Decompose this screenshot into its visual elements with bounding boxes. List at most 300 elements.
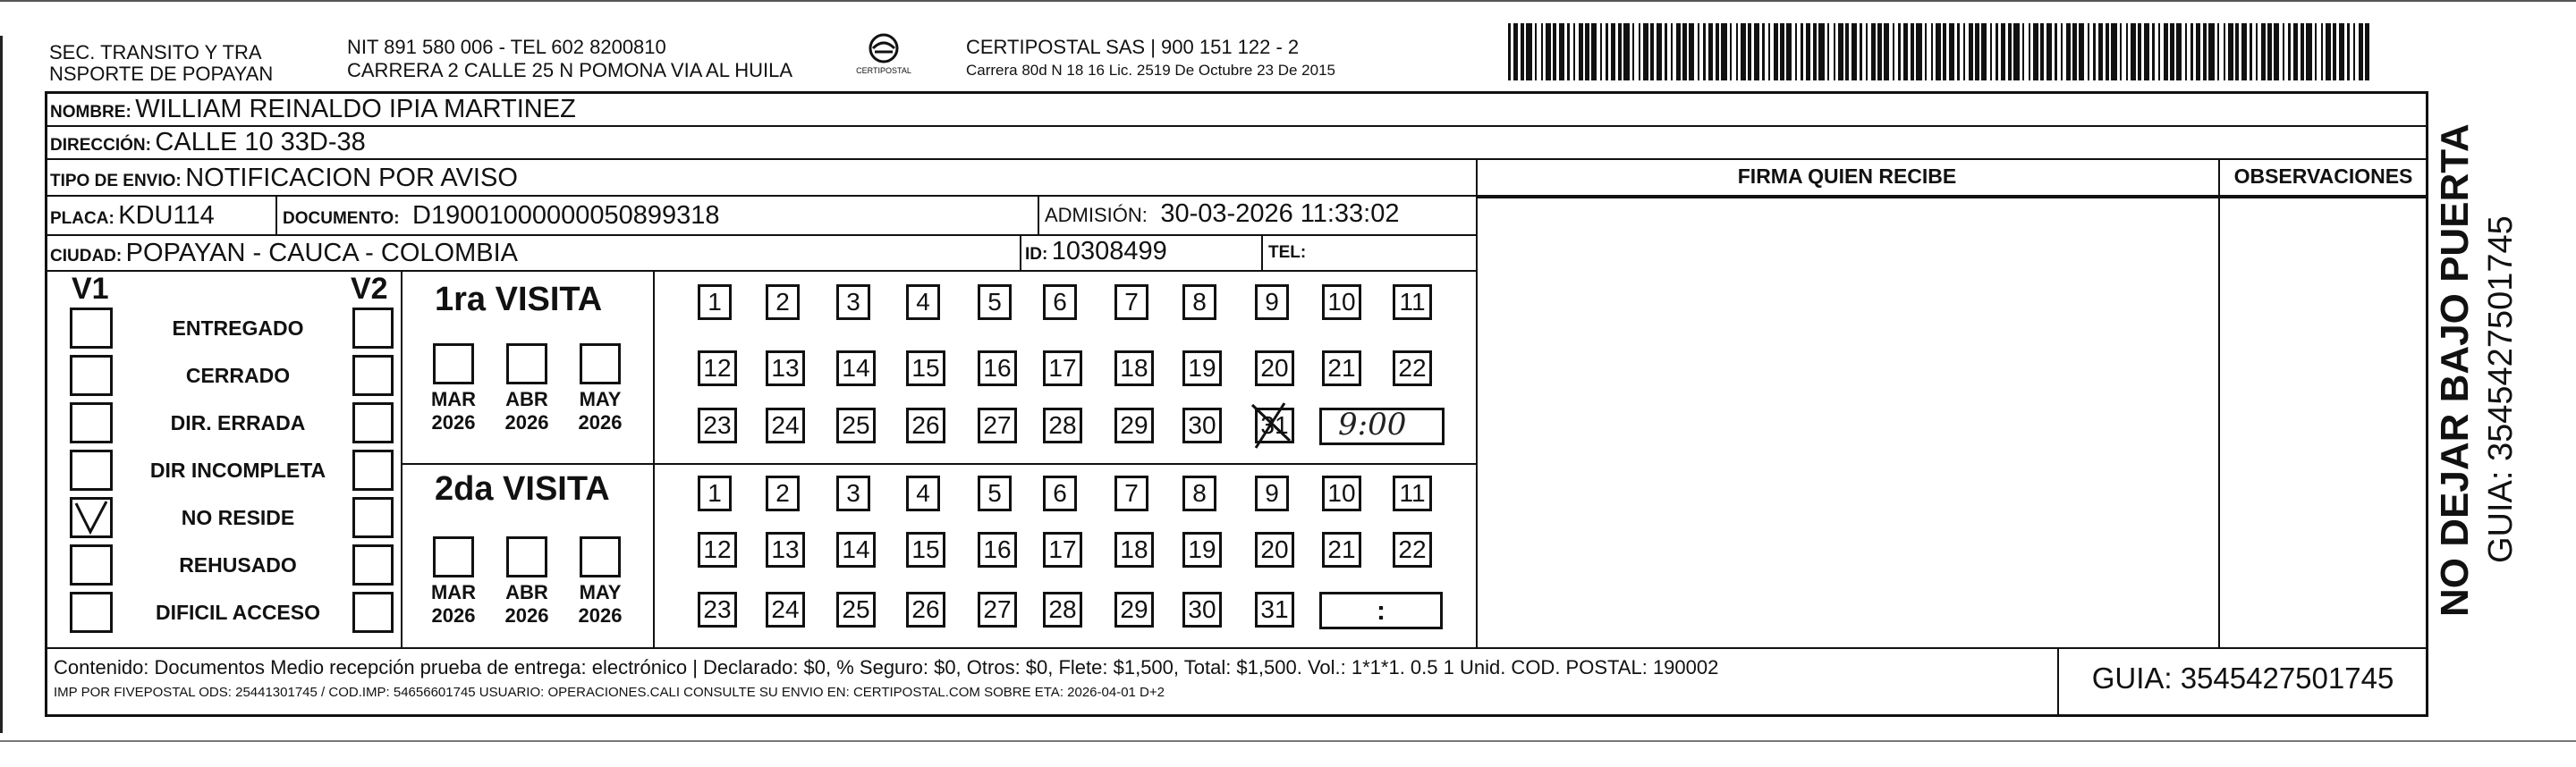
barcode — [1508, 23, 2376, 80]
day-checkbox[interactable]: 19 — [1182, 532, 1222, 568]
placa-label: PLACA: — [50, 209, 114, 228]
ciudad-value: POPAYAN - CAUCA - COLOMBIA — [125, 239, 518, 267]
barcode-bar — [2208, 23, 2215, 80]
barcode-bar — [1689, 23, 1694, 80]
nombre-value: WILLIAM REINALDO IPIA MARTINEZ — [135, 95, 576, 123]
barcode-bar — [1780, 23, 1784, 80]
row-line-visit-split — [401, 463, 1476, 465]
barcode-bar — [1866, 23, 1868, 80]
v1-checkbox[interactable] — [70, 544, 113, 586]
day-checkbox[interactable]: 28 — [1043, 408, 1082, 443]
barcode-bar — [1546, 23, 1551, 80]
barcode-bar — [1852, 23, 1857, 80]
barcode-bar — [1834, 23, 1835, 80]
day-checkbox[interactable]: 14 — [836, 350, 876, 386]
barcode-bar — [1526, 23, 1532, 80]
barcode-bar — [1573, 23, 1575, 80]
row-line-firma — [1476, 197, 2428, 198]
day-checkbox[interactable]: 3 — [836, 284, 870, 320]
barcode-bar — [2079, 23, 2084, 80]
day-checkbox[interactable]: 20 — [1255, 532, 1294, 568]
barcode-bar — [2176, 23, 2182, 80]
barcode-bar — [1643, 23, 1648, 80]
nit-line: NIT 891 580 006 - TEL 602 8200810 — [347, 36, 666, 58]
contents-line: Contenido: Documentos Medio recepción prueba de entrega: electrónico | Declarado: $0, % Seguro: $0, Otros: $0, Flete: $1,500, Total: $1,500. Vol.: 1*1*1. 0.5 1 Unid. COD. POSTAL: 190002 — [54, 656, 1719, 678]
logo-text: CERTIPOSTAL — [856, 66, 911, 75]
day-checkbox[interactable]: 25 — [836, 408, 876, 443]
guia-box: GUIA: 3545427501745 — [2091, 662, 2394, 695]
month-checkbox[interactable] — [506, 343, 547, 384]
barcode-bar — [2235, 23, 2239, 80]
day-checkbox[interactable]: 12 — [698, 532, 737, 568]
day-checkbox[interactable]: 9 — [1255, 476, 1289, 511]
barcode-bar — [1877, 23, 1882, 80]
month-label: MAR — [430, 388, 477, 410]
no-dejar-bajo-puerta: NO DEJAR BAJO PUERTA — [2433, 123, 2477, 617]
barcode-bar — [2283, 23, 2284, 80]
day-checkbox[interactable]: 2 — [766, 476, 800, 511]
barcode-bar — [1818, 23, 1825, 80]
barcode-bar — [2088, 23, 2089, 80]
barcode-bar — [2061, 23, 2063, 80]
day-checkbox[interactable]: 8 — [1182, 284, 1216, 320]
v1-checkbox[interactable] — [70, 497, 113, 538]
barcode-bar — [1827, 23, 1829, 80]
barcode-bar — [1665, 23, 1667, 80]
ciudad-cell — [50, 238, 518, 273]
day-checkbox[interactable]: 26 — [906, 408, 945, 443]
day-checkbox[interactable]: 22 — [1393, 532, 1432, 568]
barcode-bar — [2013, 23, 2020, 80]
day-checkbox[interactable]: 21 — [1322, 350, 1361, 386]
barcode-bar — [2224, 23, 2225, 80]
barcode-bar — [2326, 23, 2331, 80]
ciudad-label: CIUDAD: — [50, 247, 123, 266]
day-checkbox[interactable]: 20 — [1255, 350, 1294, 386]
placa-cell — [50, 200, 215, 235]
documento-label: DOCUMENTO: — [283, 209, 400, 228]
month-year: 2026 — [504, 604, 549, 627]
day-checkbox[interactable]: 18 — [1114, 350, 1154, 386]
barcode-bar — [1741, 23, 1746, 80]
barcode-bar — [2029, 23, 2030, 80]
barcode-bar — [2126, 23, 2128, 80]
month-year: 2026 — [578, 411, 623, 434]
barcode-bar — [2353, 23, 2355, 80]
barcode-bar — [1513, 23, 1518, 80]
documento-value: D19001000000050899318 — [412, 201, 720, 230]
day-checkbox[interactable]: 27 — [978, 408, 1017, 443]
barcode-bar — [1990, 23, 1992, 80]
barcode-bar — [2152, 23, 2155, 80]
barcode-bar — [1553, 23, 1556, 80]
barcode-bar — [1903, 23, 1908, 80]
day-checkbox[interactable]: 13 — [766, 532, 805, 568]
barcode-bar — [1884, 23, 1889, 80]
barcode-bar — [2203, 23, 2207, 80]
day-checkbox[interactable]: 10 — [1322, 476, 1361, 511]
barcode-bar — [1579, 23, 1583, 80]
day-checkbox[interactable]: 4 — [906, 476, 940, 511]
barcode-bar — [2055, 23, 2057, 80]
tipo-label: TIPO DE ENVIO: — [50, 172, 182, 190]
barcode-bar — [2120, 23, 2122, 80]
barcode-bar — [2267, 23, 2272, 80]
barcode-bar — [1981, 23, 1987, 80]
second-visit-time: : — [1377, 596, 1385, 626]
day-checkbox[interactable]: 21 — [1322, 532, 1361, 568]
status-label: ENTREGADO — [172, 316, 304, 340]
sender-line-1: SEC. TRANSITO Y TRA — [49, 41, 262, 63]
barcode-bar — [2001, 23, 2005, 80]
day-checkbox[interactable]: 4 — [906, 284, 940, 320]
day-checkbox[interactable]: 1 — [698, 476, 732, 511]
month-checkbox[interactable] — [580, 343, 621, 384]
barcode-bar — [2190, 23, 2193, 80]
barcode-bar — [1949, 23, 1954, 80]
barcode-bar — [2066, 23, 2071, 80]
v2-checkbox[interactable] — [352, 402, 394, 443]
id-cell — [1025, 236, 1167, 271]
barcode-bar — [1585, 23, 1589, 80]
barcode-bar — [2256, 23, 2258, 80]
barcode-bar — [1736, 23, 1738, 80]
barcode-bar — [1801, 23, 1803, 80]
day-checkbox[interactable]: 24 — [766, 408, 805, 443]
day-checkbox[interactable]: 24 — [766, 592, 805, 628]
barcode-bar — [1969, 23, 1973, 80]
barcode-bar — [2288, 23, 2291, 80]
documento-cell — [283, 200, 720, 235]
tel-label: TEL: — [1268, 243, 1307, 262]
side-guia: GUIA: 3545427501745 — [2482, 215, 2520, 563]
status-label: REHUSADO — [179, 553, 297, 577]
day-checkbox[interactable]: 25 — [836, 592, 876, 628]
barcode-bar — [2228, 23, 2233, 80]
license-line: Carrera 80d N 18 16 Lic. 2519 De Octubre 23 De 2015 — [966, 62, 1335, 79]
cross-mark-icon — [1250, 403, 1295, 450]
barcode-bar — [1893, 23, 1894, 80]
barcode-bar — [1813, 23, 1817, 80]
barcode-bar — [2106, 23, 2109, 80]
barcode-bar — [2347, 23, 2350, 80]
barcode-bar — [1806, 23, 1810, 80]
barcode-bar — [1591, 23, 1597, 80]
day-checkbox[interactable]: 5 — [978, 284, 1012, 320]
col-line-obs — [2218, 158, 2220, 647]
barcode-bar — [1606, 23, 1608, 80]
col-line-admision — [1038, 195, 1039, 234]
barcode-bar — [1786, 23, 1792, 80]
certipostal-logo-icon — [848, 30, 919, 84]
month-year: 2026 — [578, 604, 623, 627]
day-checkbox[interactable]: 31 — [1255, 592, 1294, 628]
day-checkbox[interactable]: 15 — [906, 532, 945, 568]
day-checkbox[interactable]: 27 — [978, 592, 1017, 628]
barcode-bar — [1623, 23, 1630, 80]
barcode-bar — [2185, 23, 2187, 80]
v2-checkbox[interactable] — [352, 497, 394, 538]
barcode-bar — [1567, 23, 1570, 80]
placa-value: KDU114 — [118, 201, 215, 230]
col-line-placa — [275, 195, 277, 234]
col-line-days — [653, 270, 655, 647]
day-checkbox[interactable]: 16 — [978, 532, 1017, 568]
scan-edge-bottom — [0, 740, 2576, 742]
day-checkbox[interactable]: 11 — [1393, 476, 1432, 511]
barcode-bar — [1774, 23, 1778, 80]
month-label: MAY — [579, 581, 622, 603]
nombre-row — [50, 94, 576, 129]
barcode-bar — [1860, 23, 1862, 80]
barcode-bar — [1754, 23, 1759, 80]
barcode-bar — [1911, 23, 1914, 80]
day-checkbox[interactable]: 22 — [1393, 350, 1432, 386]
barcode-bar — [1943, 23, 1946, 80]
v2-checkbox[interactable] — [352, 355, 394, 396]
col-line-id — [1020, 234, 1021, 270]
barcode-bar — [1936, 23, 1941, 80]
v1-checkbox[interactable] — [70, 450, 113, 491]
day-checkbox[interactable]: 12 — [698, 350, 737, 386]
barcode-bar — [2196, 23, 2200, 80]
status-label: DIR. ERRADA — [170, 411, 306, 434]
day-checkbox[interactable]: 19 — [1182, 350, 1222, 386]
sender-line-2: NSPORTE DE POPAYAN — [49, 63, 274, 85]
barcode-bar — [2046, 23, 2052, 80]
nombre-label: NOMBRE: — [50, 103, 131, 122]
barcode-bar — [2339, 23, 2344, 80]
barcode-bar — [1838, 23, 1843, 80]
day-checkbox[interactable]: 29 — [1114, 592, 1154, 628]
tipo-row — [50, 163, 518, 198]
barcode-bar — [1676, 23, 1681, 80]
barcode-bar — [2274, 23, 2279, 80]
barcode-bar — [1600, 23, 1602, 80]
barcode-bar — [1963, 23, 1965, 80]
direccion-row — [50, 127, 366, 162]
barcode-bar — [2164, 23, 2168, 80]
month-year: 2026 — [504, 411, 549, 434]
v1-checkbox[interactable] — [70, 355, 113, 396]
barcode-bar — [1716, 23, 1719, 80]
barcode-bar — [1748, 23, 1751, 80]
col-line-status — [401, 270, 402, 647]
day-checkbox[interactable]: 23 — [698, 408, 737, 443]
day-checkbox[interactable]: 7 — [1114, 284, 1148, 320]
certipostal-logo — [848, 30, 919, 84]
address-line: CARRERA 2 CALLE 25 N POMONA VIA AL HUILA — [347, 59, 793, 81]
barcode-bar — [2293, 23, 2298, 80]
id-label: ID: — [1025, 245, 1048, 264]
barcode-bar — [2250, 23, 2252, 80]
row-line-2 — [45, 158, 2428, 160]
month-checkbox[interactable] — [433, 343, 474, 384]
barcode-bar — [1730, 23, 1732, 80]
barcode-bar — [1508, 23, 1511, 80]
day-checkbox[interactable]: 30 — [1182, 592, 1222, 628]
v1-checkbox[interactable] — [70, 308, 113, 349]
barcode-bar — [1916, 23, 1922, 80]
first-visit-title: 1ra VISITA — [435, 281, 603, 318]
scan-edge-top — [0, 0, 2576, 2]
barcode-bar — [2008, 23, 2012, 80]
day-checkbox[interactable]: 11 — [1393, 284, 1432, 320]
day-checkbox[interactable]: 28 — [1043, 592, 1082, 628]
barcode-bar — [2022, 23, 2024, 80]
barcode-bar — [1996, 23, 1998, 80]
id-value: 10308499 — [1051, 237, 1167, 266]
status-label: DIR INCOMPLETA — [149, 459, 326, 482]
direccion-value: CALLE 10 33D-38 — [155, 128, 366, 156]
month-checkbox[interactable] — [580, 536, 621, 577]
month-label: MAY — [579, 388, 622, 410]
barcode-bar — [1768, 23, 1770, 80]
day-checkbox[interactable]: 6 — [1043, 284, 1077, 320]
barcode-bar — [1639, 23, 1640, 80]
barcode-bar — [2241, 23, 2247, 80]
day-checkbox[interactable]: 8 — [1182, 476, 1216, 511]
barcode-bar — [1871, 23, 1876, 80]
barcode-bar — [2301, 23, 2304, 80]
v2-checkbox[interactable] — [352, 544, 394, 586]
barcode-bar — [2315, 23, 2317, 80]
admision-value: 30-03-2026 11:33:02 — [1160, 199, 1400, 228]
v1-header: V1 — [72, 272, 109, 306]
day-checkbox[interactable]: 1 — [698, 284, 732, 320]
month-label: MAR — [430, 581, 477, 603]
month-label: ABR — [505, 581, 548, 603]
status-label: DIFICIL ACCESO — [155, 601, 320, 624]
barcode-bar — [2261, 23, 2266, 80]
scan-edge-left — [0, 36, 3, 733]
barcode-bar — [1708, 23, 1713, 80]
barcode-bar — [2170, 23, 2174, 80]
v2-header: V2 — [351, 272, 388, 306]
col-line-tel — [1261, 234, 1263, 270]
barcode-bar — [1682, 23, 1687, 80]
barcode-bar — [2217, 23, 2219, 80]
imp-line: IMP POR FIVEPOSTAL ODS: 25441301745 / COD.IMP: 54656601745 USUARIO: OPERACIONES.CALI CONSULTE SU ENVIO EN: CERTIPOSTAL.COM SOBRE ETA: 2026-04-01 D+2 — [54, 685, 1165, 700]
barcode-bar — [2138, 23, 2141, 80]
admision-cell — [1045, 198, 1400, 233]
status-label: NO RESIDE — [181, 506, 295, 529]
day-checkbox[interactable]: 9 — [1255, 284, 1289, 320]
barcode-bar — [1721, 23, 1727, 80]
barcode-bar — [1795, 23, 1797, 80]
company-line: CERTIPOSTAL SAS | 900 151 122 - 2 — [966, 36, 1300, 58]
barcode-bar — [2306, 23, 2312, 80]
barcode-bar — [2040, 23, 2044, 80]
direccion-label: DIRECCIÓN: — [50, 136, 151, 155]
status-label: CERRADO — [185, 364, 291, 387]
v2-checkbox[interactable] — [352, 592, 394, 633]
barcode-bar — [2359, 23, 2363, 80]
v1-checkbox[interactable] — [70, 402, 113, 443]
first-visit-time: 9:00 — [1338, 407, 1407, 442]
v2-checkbox[interactable] — [352, 450, 394, 491]
day-checkbox[interactable]: 26 — [906, 592, 945, 628]
barcode-bar — [1698, 23, 1699, 80]
day-checkbox[interactable]: 17 — [1043, 350, 1082, 386]
day-checkbox[interactable]: 23 — [698, 592, 737, 628]
check-mark-icon — [72, 500, 110, 535]
barcode-bar — [2033, 23, 2038, 80]
barcode-bar — [1657, 23, 1662, 80]
barcode-bar — [2093, 23, 2096, 80]
v1-checkbox[interactable] — [70, 592, 113, 633]
barcode-bar — [1671, 23, 1673, 80]
month-checkbox[interactable] — [506, 536, 547, 577]
day-checkbox[interactable]: 13 — [766, 350, 805, 386]
day-checkbox[interactable]: 31 — [1255, 408, 1294, 443]
firma-header: FIRMA QUIEN RECIBE — [1737, 164, 1957, 188]
second-visit-title: 2da VISITA — [435, 470, 610, 508]
barcode-bar — [2111, 23, 2117, 80]
day-checkbox[interactable]: 14 — [836, 532, 876, 568]
day-checkbox[interactable]: 2 — [766, 284, 800, 320]
barcode-bar — [1762, 23, 1765, 80]
second-visit-time-box[interactable] — [1319, 592, 1443, 629]
barcode-bar — [1845, 23, 1849, 80]
day-checkbox[interactable]: 3 — [836, 476, 870, 511]
month-checkbox[interactable] — [433, 536, 474, 577]
barcode-bar — [1703, 23, 1706, 80]
day-checkbox[interactable]: 30 — [1182, 408, 1222, 443]
barcode-bar — [2072, 23, 2077, 80]
day-checkbox[interactable]: 16 — [978, 350, 1017, 386]
day-checkbox[interactable]: 18 — [1114, 532, 1154, 568]
month-label: ABR — [505, 388, 548, 410]
day-checkbox[interactable]: 17 — [1043, 532, 1082, 568]
barcode-bar — [1931, 23, 1933, 80]
first-visit-time-box[interactable] — [1319, 408, 1445, 445]
day-checkbox[interactable]: 10 — [1322, 284, 1361, 320]
barcode-bar — [1541, 23, 1543, 80]
month-year: 2026 — [431, 604, 476, 627]
admision-label: ADMISIÓN: — [1045, 204, 1148, 226]
day-checkbox[interactable]: 29 — [1114, 408, 1154, 443]
barcode-bar — [2365, 23, 2369, 80]
barcode-bar — [1535, 23, 1537, 80]
barcode-bar — [1898, 23, 1901, 80]
day-checkbox[interactable]: 7 — [1114, 476, 1148, 511]
day-checkbox[interactable]: 5 — [978, 476, 1012, 511]
barcode-bar — [1650, 23, 1654, 80]
barcode-bar — [2131, 23, 2136, 80]
tipo-value: NOTIFICACION POR AVISO — [185, 164, 518, 192]
barcode-bar — [2144, 23, 2149, 80]
barcode-bar — [1975, 23, 1979, 80]
barcode-bar — [1611, 23, 1615, 80]
day-checkbox[interactable]: 6 — [1043, 476, 1077, 511]
barcode-bar — [1632, 23, 1634, 80]
barcode-bar — [2333, 23, 2336, 80]
row-line-footer — [45, 647, 2428, 649]
barcode-bar — [1521, 23, 1524, 80]
v2-checkbox[interactable] — [352, 308, 394, 349]
barcode-bar — [2158, 23, 2160, 80]
barcode-bar — [1925, 23, 1927, 80]
tel-cell — [1268, 238, 1306, 269]
observaciones-header: OBSERVACIONES — [2233, 164, 2413, 188]
barcode-bar — [1618, 23, 1622, 80]
barcode-bar — [1957, 23, 1960, 80]
barcode-bar — [1559, 23, 1564, 80]
barcode-bar — [2098, 23, 2103, 80]
day-checkbox[interactable]: 15 — [906, 350, 945, 386]
barcode-bar — [2321, 23, 2323, 80]
